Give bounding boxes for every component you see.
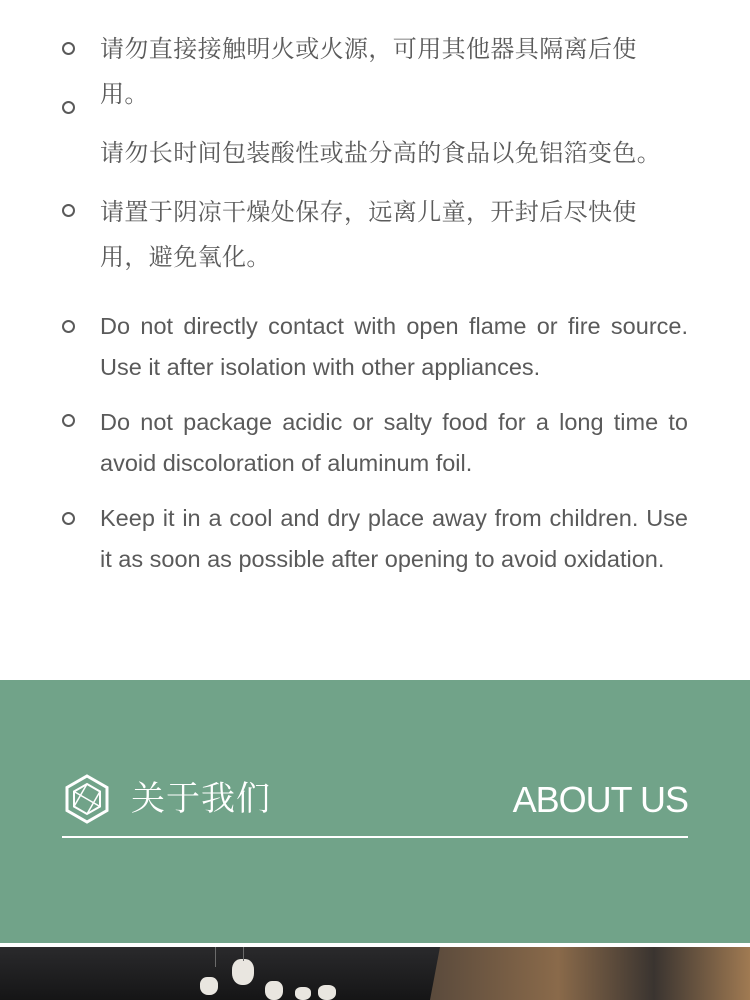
bullet-circle-icon <box>62 101 75 114</box>
en-note-3: Keep it in a cool and dry place away from children. Use it as soon as possible after opening to avoid oxidation. <box>100 505 688 572</box>
pendant-lamp <box>200 977 218 995</box>
zh-note-3-line-1: 请置于阴凉干燥处保存，远离儿童，开封后尽快使 <box>100 198 637 226</box>
store-photo <box>0 947 750 1000</box>
about-title-zh: 关于我们 <box>131 779 271 819</box>
zh-note-1-line-1: 请勿直接接触明火或火源，可用其他器具隔离后使 <box>100 35 637 63</box>
zh-note-2: 请勿长时间包装酸性或盐分高的食品以免铝箔变色。 <box>100 139 662 167</box>
hexagon-logo-icon <box>62 774 112 824</box>
en-note-2: Do not package acidic or salty food for a long time to avoid discoloration of aluminum foil. <box>100 409 688 476</box>
bullet-circle-icon <box>62 512 75 525</box>
pendant-lamp <box>295 987 311 1000</box>
zh-note-3-line-2: 用，避免氧化。 <box>100 243 271 271</box>
lamp-wire <box>215 947 216 967</box>
bullet-circle-icon <box>62 42 75 55</box>
divider-line <box>62 836 688 838</box>
bullet-circle-icon <box>62 320 75 333</box>
bullet-circle-icon <box>62 414 75 427</box>
lamp-wire <box>243 947 244 961</box>
store-photo-right <box>430 947 750 1000</box>
about-title-en: ABOUT US <box>512 779 688 820</box>
zh-note-1-line-2: 用。 <box>100 80 149 108</box>
pendant-lamp <box>318 985 336 1000</box>
bullet-circle-icon <box>62 204 75 217</box>
pendant-lamp <box>265 981 283 1000</box>
store-photo-left <box>0 947 440 1000</box>
en-note-1: Do not directly contact with open flame or fire source. Use it after isolation with other appliances. <box>100 313 688 380</box>
pendant-lamp <box>232 959 254 985</box>
